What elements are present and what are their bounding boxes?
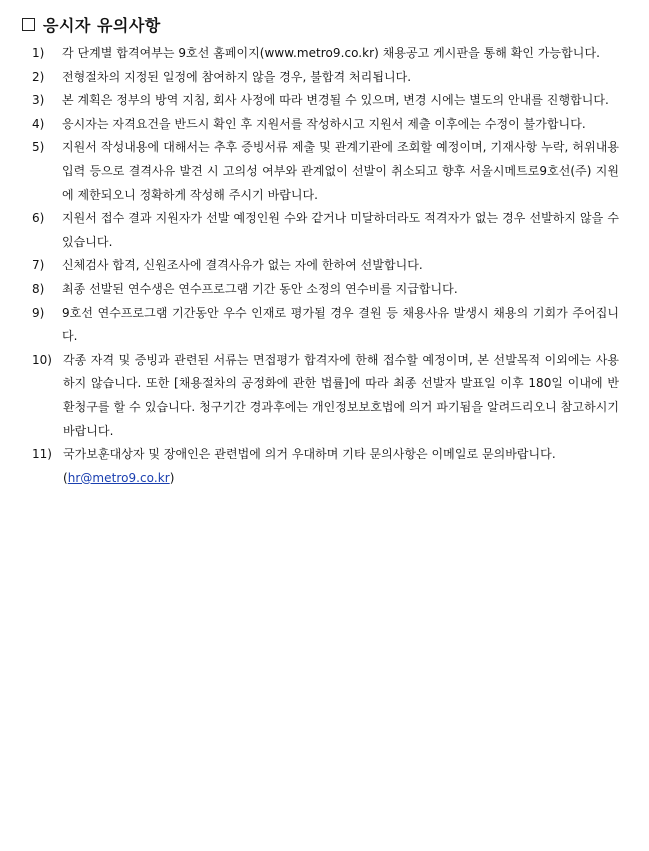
email-line	[63, 467, 619, 491]
notice-text: 국가보훈대상자 및 장애인은 관련법에 의거 우대하며 기타 문의사항은 이메일로 문의바랍니다.	[63, 447, 556, 462]
notice-text: 각종 자격 및 증빙과 관련된 서류는 면접평가 합격자에 한해 접수할 예정이며, 본 선발목적 이외에는 사용하지 않습니다. 또한 [채용절차의 공정화에 관한 법률]에 따라 최종 선발자 발표일 이후 180일 이내에 반환청구를 할 수 있습니다. 청구기간 경과후에는 개인정보보호법에 의거 파기됨을 알려드리오니 참고하시기 바랍니다.	[63, 352, 619, 438]
notice-text: 본 계획은 정부의 방역 지침, 회사 사정에 따라 변경될 수 있으며, 변경 시에는 별도의 안내를 진행합니다.	[62, 93, 609, 108]
notice-number: 5)	[32, 140, 45, 155]
notice-text: 응시자는 자격요건을 반드시 확인 후 지원서를 작성하시고 지원서 제출 이후에는 수정이 불가합니다.	[62, 116, 586, 131]
notice-list	[22, 42, 619, 490]
notice-text: 9호선 연수프로그램 기간동안 우수 인재로 평가될 경우 결원 등 채용사유 발생시 채용의 기회가 주어집니다.	[62, 305, 619, 344]
email-open-paren: (	[63, 470, 68, 485]
section-title: 응시자 유의사항	[43, 15, 161, 35]
notice-text: 지원서 접수 결과 지원자가 선발 예정인원 수와 같거나 미달하더라도 적격자가 없는 경우 선발하지 않을 수 있습니다.	[62, 211, 619, 249]
notice-item-5	[32, 136, 619, 207]
notice-text-wrapper	[63, 443, 619, 490]
checkbox-icon	[22, 18, 35, 31]
notice-item-10	[32, 349, 619, 443]
notice-number: 4)	[32, 116, 45, 131]
notice-text: 지원서 작성내용에 대해서는 추후 증빙서류 제출 및 관계기관에 조회할 예정이며, 기재사항 누락, 허위내용 입력 등으로 결격사유 발견 시 고의성 여부와 관계없이 선발이 취소되고 향후 서울시메트로9호선(주) 지원에 제한되오니 정확하게 작성해 주시기 바랍니다.	[62, 140, 619, 202]
notice-item-8	[32, 278, 619, 302]
notice-number: 3)	[32, 93, 45, 108]
notice-text: 각 단계별 합격여부는 9호선 홈페이지(www.metro9.co.kr) 채용공고 게시판을 통해 확인 가능합니다.	[62, 46, 600, 60]
notice-number: 1)	[32, 46, 45, 60]
notice-number: 9)	[32, 305, 45, 320]
email-close-paren: )	[169, 470, 175, 485]
notice-number: 6)	[32, 211, 45, 226]
notice-item-11	[32, 443, 619, 490]
notice-item-4	[32, 113, 619, 137]
notice-number: 2)	[32, 69, 45, 84]
contact-email-link[interactable]: hr@metro9.co.kr	[67, 470, 170, 485]
notice-item-9	[32, 302, 619, 349]
notice-text: 최종 선발된 연수생은 연수프로그램 기간 동안 소정의 연수비를 지급합니다.	[62, 281, 458, 296]
notice-text: 신체검사 합격, 신원조사에 결격사유가 없는 자에 한하여 선발합니다.	[62, 258, 423, 273]
notice-number: 11)	[32, 447, 52, 462]
notice-number: 8)	[32, 281, 45, 296]
notice-number: 7)	[32, 258, 45, 273]
notice-item-1	[32, 42, 619, 66]
notice-item-6	[32, 207, 619, 254]
notice-text: 전형절차의 지정된 일정에 참여하지 않을 경우, 불합격 처리됩니다.	[62, 69, 412, 84]
notice-item-7	[32, 254, 619, 278]
notice-item-2	[32, 66, 619, 90]
notice-number: 10)	[32, 352, 52, 367]
notice-item-3	[32, 89, 619, 113]
section-header	[22, 12, 619, 36]
